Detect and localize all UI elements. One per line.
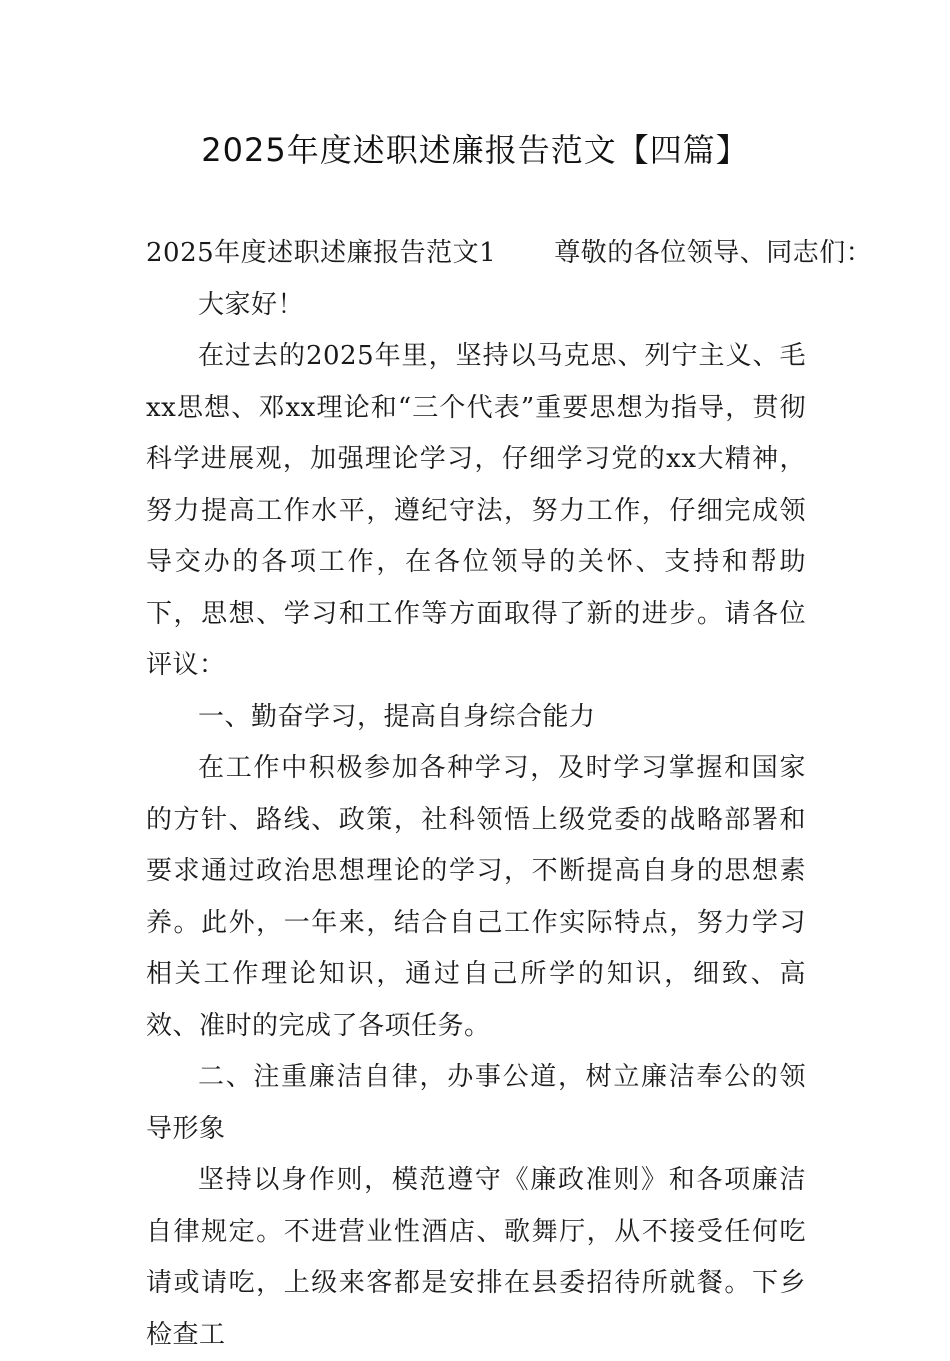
paragraph-study: 在工作中积极参加各种学习，及时学习掌握和国家的方针、路线、政策，社科领悟上级党委的战略部署和要求通过政治思想理论的学习，不断提高自身的思想素养。此外，一年来，结合自己工作实际特点，努力学习相关工作理论知识，通过自己所学的知识，细致、高效、准时的完成了各项任务。 (146, 753, 806, 1041)
opening-line (146, 228, 873, 280)
greeting: 大家好！ (198, 289, 305, 320)
salutation: 尊敬的各位领导、同志们： (554, 238, 873, 268)
document-title: 2025年度述职述廉报告范文【四篇】 (201, 131, 749, 169)
paragraph-intro: 在过去的2025年里，坚持以马克思、列宁主义、毛xx思想、邓xx理论和“三个代表”重要思想为指导，贯彻科学进展观，加强理论学习，仔细学习党的xx大精神，努力提高工作水平，遵纪守法，努力工作，仔细完成领导交办的各项工作，在各位领导的关怀、支持和帮助下，思想、学习和工作等方面取得了新的进步。请各位评议： (146, 341, 806, 680)
heading-study: 一、勤奋学习，提高自身综合能力 (198, 701, 596, 732)
paragraph-integrity: 坚持以身作则，模范遵守《廉政准则》和各项廉洁自律规定。不进营业性酒店、歌舞厅，从不接受任何吃请或请吃，上级来客都是安排在县委招待所就餐。下乡检查工 (146, 1165, 806, 1350)
document-body (146, 228, 873, 1361)
heading-integrity: 二、注重廉洁自律，办事公道，树立廉洁奉公的领导形象 (146, 1062, 806, 1144)
section-heading: 2025年度述职述廉报告范文1 (146, 238, 497, 268)
